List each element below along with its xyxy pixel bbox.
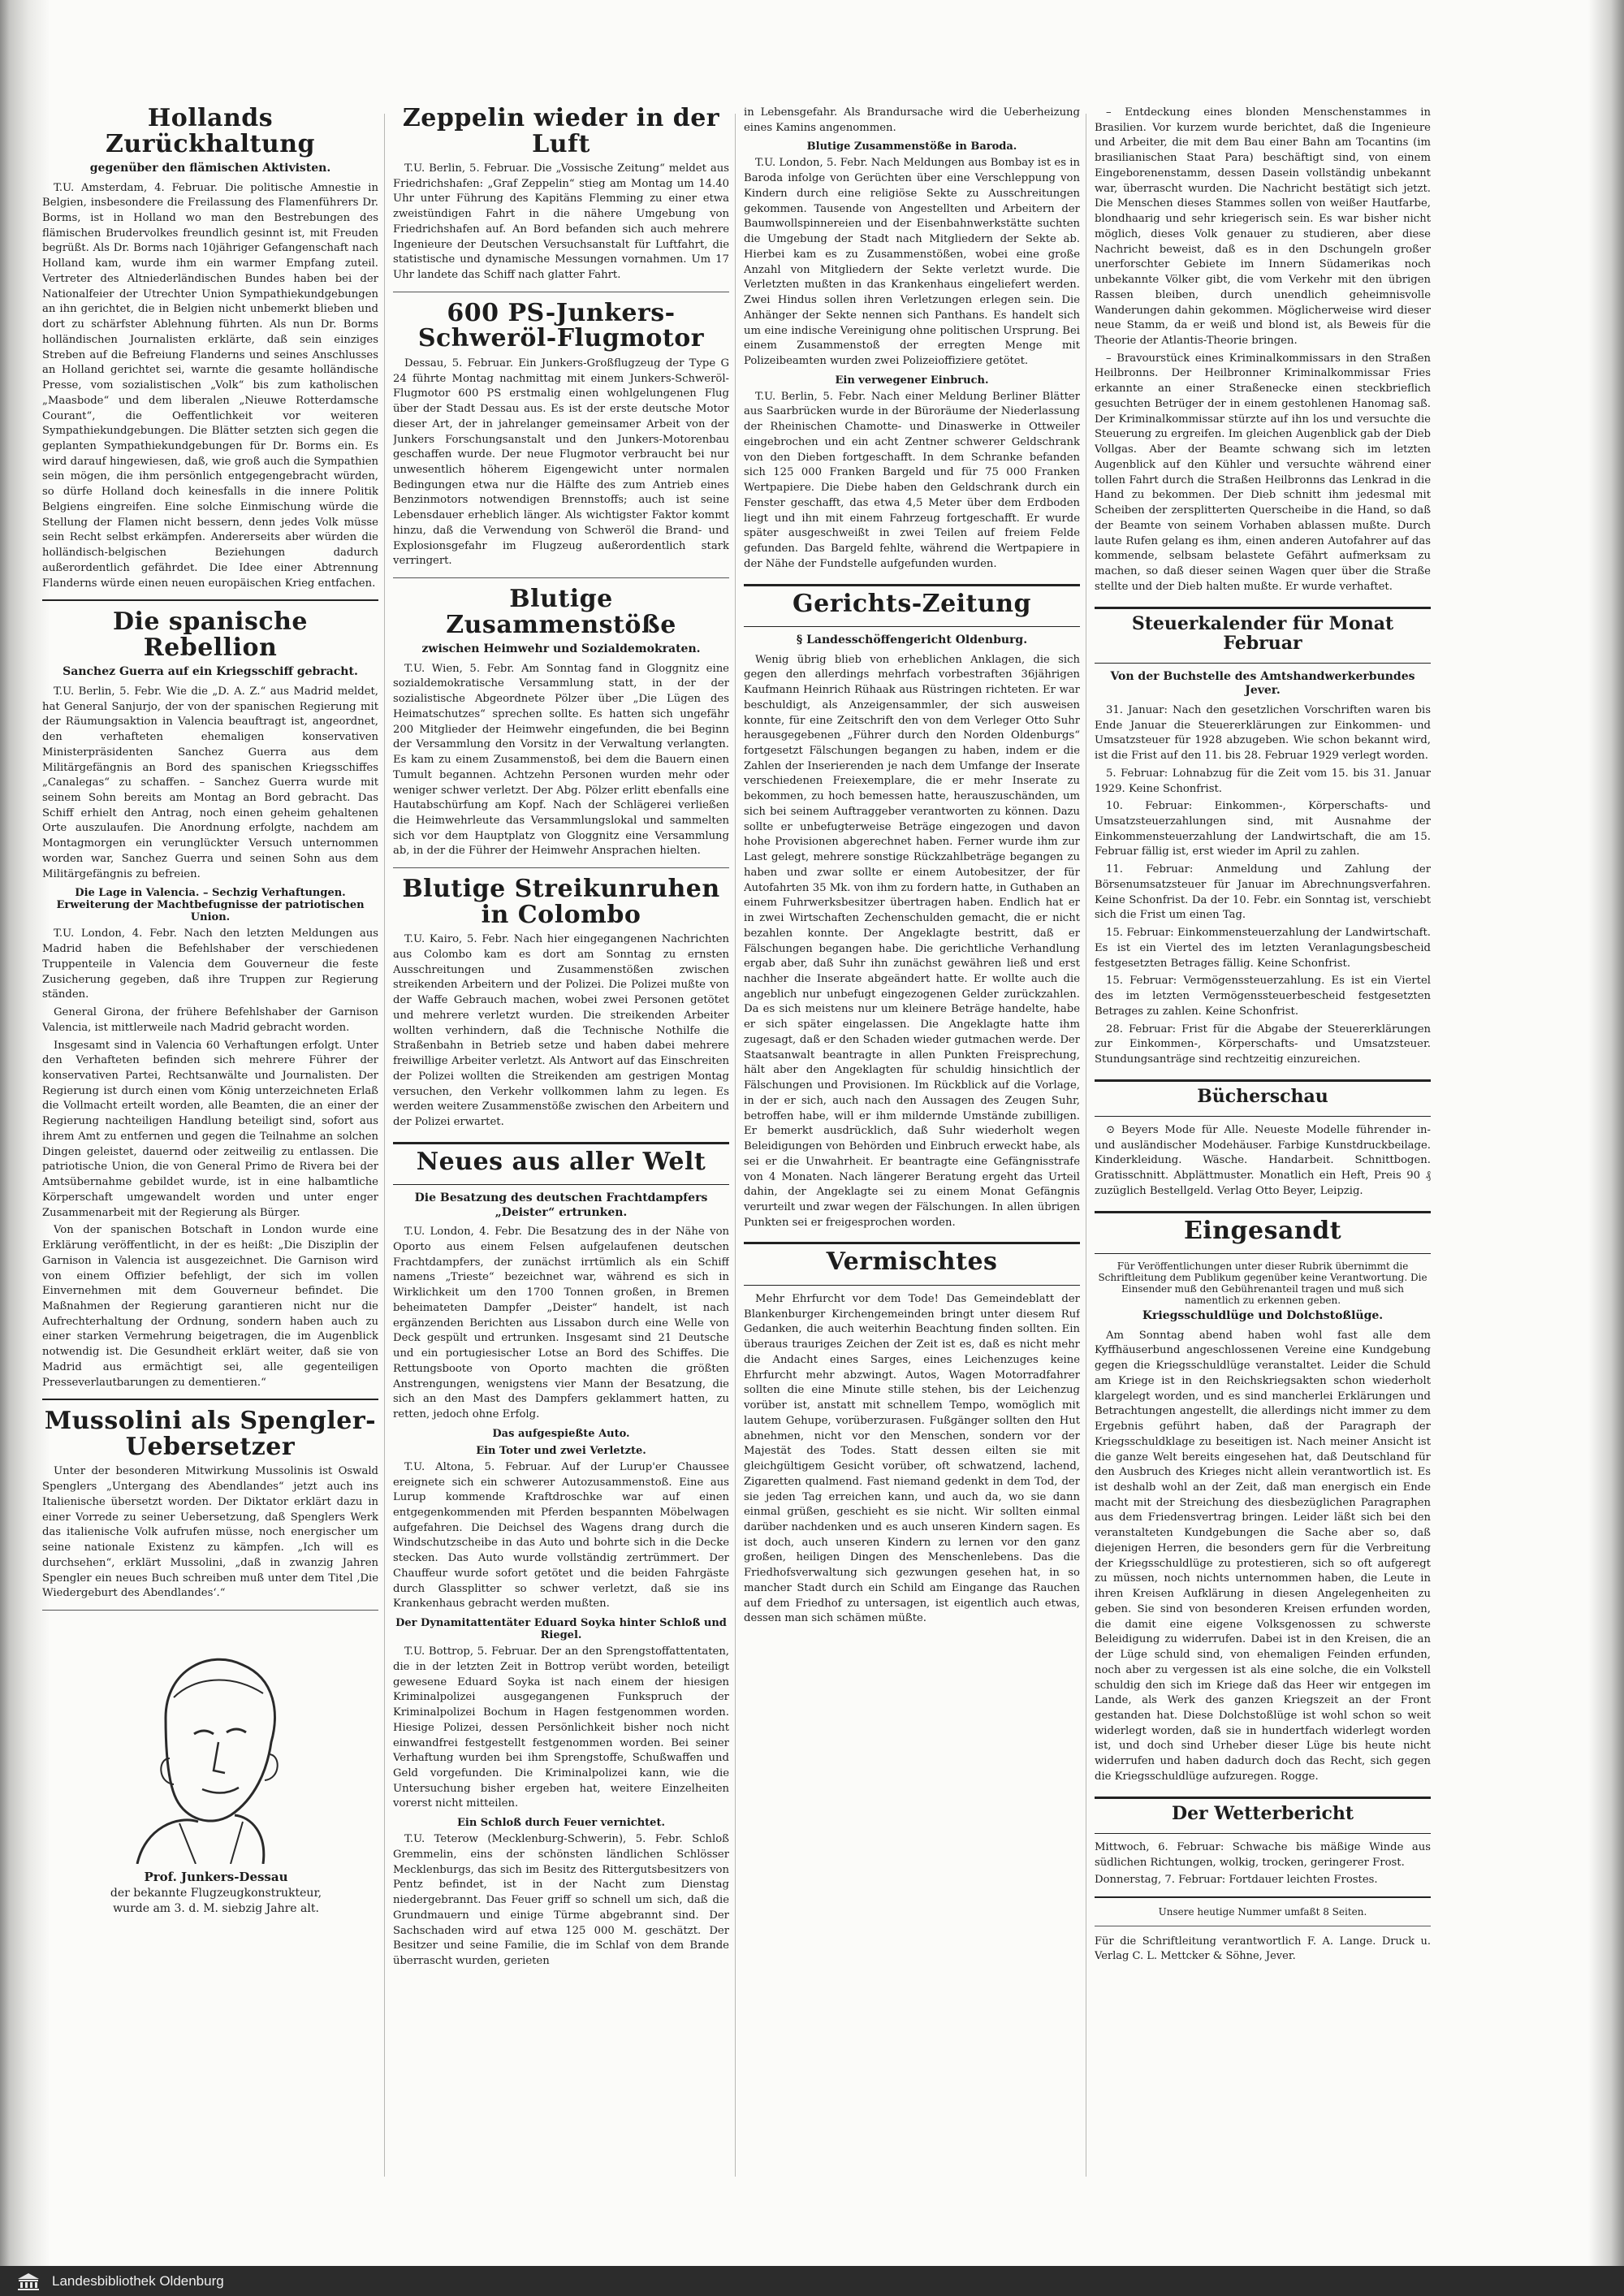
column-2 [393, 106, 729, 2217]
headline-neues-aus-aller-welt: Neues aus aller Welt [416, 1147, 706, 1176]
section-header [393, 1142, 729, 1186]
section-header [1095, 1079, 1431, 1117]
article-text: 5. Februar: Lohnabzug für die Zeit vom 15. bis 31. Januar 1929. Keine Schonfrist. [1095, 767, 1431, 795]
portrait-illustration [89, 1620, 332, 1864]
article-text: T.U. Berlin, 5. Febr. Nach einer Meldung Berliner Blätter aus Saarbrücken wurde in der Büroräume der Niederlassung der Rheinischen Chamotte- und Dinaswerke in Ottweiler eingebrochen und ein acht Zentner schwerer Geldschrank von den Dieben fortgeschafft. In dem Schranke befanden sich 125 000 Franken Bargeld und für 75 000 Franken Wertpapiere. Die Diebe haben den Geldschrank durch ein Fenster geschafft, das etwa 4,5 Meter über dem Erdboden liegt und ihn mit einem Fahrzeug fortgeschafft. Er wurde später ausgeschweißt in zwei Teilen auf freiem Felde gefunden. Das Bargeld fehlte, während die Wertpapiere in der Nähe der Fundstelle aufgefunden wurden. [744, 390, 1080, 570]
caption-text: wurde am 3. d. M. siebzig Jahre alt. [113, 1901, 319, 1915]
article-text: in Lebensgefahr. Als Brandursache wird die Ueberheizung eines Kamins angenommen. [744, 106, 1080, 134]
headline-steuerkalender: Steuerkalender für Monat Februar [1131, 612, 1394, 654]
subheadline: Von der Buchstelle des Amtshandwerkerbundes Jever. [1110, 669, 1415, 698]
headline-eingesandt: Eingesandt [1183, 1216, 1342, 1245]
subheadline: Ein verwegener Einbruch. [835, 374, 989, 387]
section-header [744, 584, 1080, 628]
headline-gerichts-zeitung: Gerichts-Zeitung [792, 589, 1032, 618]
divider [1095, 1896, 1431, 1898]
article-text: Von der spanischen Botschaft in London wurde eine Erklärung veröffentlicht, in der es heißt: „Die Disziplin der Garnison in Valencia ist ausgezeichnet. Die Garnison wird von einem Offizier befehligt, der sich im vollen Einvernehmen mit dem Gouverneur befindet. Die Maßnahmen der Regierung garantieren nicht nur die Aufrechterhaltung der Ordnung, sondern haben auch zu einer starken Vermehrung beigetragen, die im Augenblick notwendig ist. Die Gesundheit erklärt weiter, daß sie von Madrid aus ermächtigt sei, alle gegenteiligen Presseverlautbarungen zu dementieren.“ [42, 1224, 378, 1389]
library-building-icon [16, 2272, 41, 2290]
article-text: – Entdeckung eines blonden Menschenstammes in Brasilien. Vor kurzem wurde berichtet, daß die Ingenieure und Arbeiter, die mit dem Bau einer Bahn am Tocantins (im brasilianischen Staat Para) beschäftigt sind, von einem Eingeborenenstamm, dessen Dasein vollständig unbekannt war, überrascht wurden. Die Nachricht bestätigt sich jetzt. Die Menschen dieses Stammes sollen von weißer Hautfarbe, blondhaarig und sehr kriegerisch sein. Es war bisher nicht möglich, dieses Volk genauer zu studieren, aber diese Nachricht beweist, daß es in den Dschungeln großer unerforschter Gebiete im Innern Südamerikas noch unbekannte Völker gibt, die vom Verkehr mit den übrigen Rassen bleiben, durch unendlich geheimnisvolle Wanderungen dahin gekommen. Möglicherweise wird dieser neue Stamm, da er weiß und blond ist, als Beweis für die Theorie der Atlantis-Theorie bringen. [1095, 106, 1431, 348]
subheadline: gegenüber den flämischen Aktivisten. [89, 162, 331, 175]
column-3 [744, 106, 1080, 2217]
subheadline: Das aufgespießte Auto. [492, 1427, 630, 1440]
newspaper-page [42, 106, 1432, 2217]
page-count-note: Unsere heutige Nummer umfaßt 8 Seiten. [1158, 1906, 1367, 1918]
subheadline: Sanchez Guerra auf ein Kriegsschiff gebracht. [63, 665, 358, 679]
article-text: 10. Februar: Einkommen-, Körperschafts- und Umsatzsteuerzahlungen sind, mit Ausnahme der Einkommensteuerzahlung der Landwirtschaft, die am 15. Februar fällig ist, erst wieder im April zu zahlen. [1095, 800, 1431, 858]
subheadline: zwischen Heimwehr und Sozialdemokraten. [421, 642, 701, 656]
weather-text: Donnerstag, 7. Februar: Fortdauer leichten Frostes. [1095, 1874, 1378, 1887]
subheadline: Der Dynamitattentäter Eduard Soyka hinter Schloß und Riegel. [395, 1617, 727, 1642]
divider [393, 867, 729, 868]
article-text: Wenig übrig blieb von erheblichen Anklagen, die sich gegen den allerdings mehrfach vorbestraften 36jährigen Kaufmann Heinrich Rühaak aus Rüstringen richteten. Er war beschuldigt, als Anzeigensammler, der sich ausweisen konnte, für eine Zeitschrift den von dem Verleger Otto Suhr herausgegebenen „Führer durch den Norden Oldenburgs“ fortgesetzt Fälschungen begangen zu haben, indem er die Zahlen der Inserierenden je nach dem Umfange der Inserate verschiedenen Freiexemplare, die er mehr Inserate zu bekommen, zu hoch bemessen hatte, herauszuschänden, um sich bei seinem Auftraggeber verantworten zu können. Dazu sollte er unbefugterweise Beträge eingezogen und davon hohe Provisionen abgerechnet haben. Ferner wurde ihm zur Last gelegt, mehrere sonstige Rückzahlbeträge begangen zu haben und zwar sollte er einem Autobesitzer, der für Autofahrten 35 Mk. von ihm zu fordern hatte, in Guthaben an einem Fuhrwerksbesitzer übertragen haben. Endlich hat er in zwei Wirtschaften Zechenschulden gemacht, die er nicht bezahlen konnte. Der Angeklagte bestritt, daß er Fälschungen begangen habe. Die gerichtliche Verhandlung ergab aber, daß Suhr ihn zunächst gewähren ließ und erst nachher die Inserate abgeändert hatte. Er wollte auch die angeblich nur unbefugt eingezogenen Gelder zurückzahlen. Da es sich meistens nur um kleinere Beträge handelte, habe er sich später eingelassen. Die Angeklagte hatte ihm zugesagt, daß er den Schaden wieder gutmachen werde. Der Staatsanwalt beantragte in allen Punkten Freisprechung, hält aber den Angeklagten für schuldig hinsichtlich der Fälschungen und Provisionen. Im Rückblick auf die Vorlage, in der er sich, auch nach den Aussagen des Zeugen Suhr, betroffen habe, will er ihm mildernde Umstände zubilligen. Er bemerkt ausdrücklich, daß Suhr wiederholt wegen Beleidigungen von Behörden und Einbruch erweckt habe, als sei er die Unwahrheit. Er beantragte eine Gefängnisstrafe von 4 Monaten. Nach längerer Beratung ergeht das Urteil dahin, der Angeklagte sei zu einem Monat Gefängnis verurteilt und zwar wegen der Fälschungen. In allen übrigen Punkten sei er freigesprochen worden. [744, 653, 1080, 1229]
article-text: T.U. Altona, 5. Februar. Auf der Lurup'er Chaussee ereignete sich ein schwerer Autozusammenstoß. Eine aus Lurup kommende Kraftdroschke war auf einen entgegenkommenden mit Pferden bespannten Möbelwagen aufgefahren. Die Deichsel des Wagens drang durch die Windschutzscheibe in das Auto und bohrte sich in die Decke stecken. Das Auto wurde vollständig zertrümmert. Der Chauffeur wurde sofort getötet und die beiden Fahrgäste durch Glassplitter so schwer verletzt, daß sie ins Krankenhaus gebracht werden mußten. [393, 1460, 729, 1611]
divider [393, 577, 729, 578]
headline-zeppelin: Zeppelin wieder in der Luft [402, 106, 720, 158]
disclaimer-note: Für Veröffentlichungen unter dieser Rubrik übernimmt die Schriftleitung dem Publikum gegenüber keine Verantwortung. Die Einsender muß den Gebührenanteil tragen und muß sich namentlich zu erkennen geben. [1098, 1260, 1427, 1307]
article-text: Unter der besonderen Mitwirkung Mussolinis ist Oswald Spenglers „Untergang des Abendlandes“ jetzt auch ins Italienische übersetzt worden. Der Diktator erklärt dazu in einer Vorrede zu seiner Uebersetzung, daß Spenglers Werk das italienische Volk aufrufen müsse, noch energischer um seine nationale Existenz zu kämpfen. „Ich will es durchsehen“, erklärt Mussolini, „daß in zwanzig Jahren Spengler ein neues Buch schreiben muß unter dem Titel ‚Die Wiedergeburt des Abendlandes‘.“ [42, 1465, 378, 1600]
page-edge-right [1588, 0, 1624, 2266]
section-header [1095, 1797, 1431, 1834]
article-text: T.U. London, 5. Febr. Nach Meldungen aus Bombay ist es in Baroda infolge von Gerüchten über eine Verschleppung von Kindern durch eine religiöse Sekte zu Ausschreitungen gekommen. Tausende von Angestellten und Arbeitern der Baumwollspinnereien und der Eisenbahnwerkstätte suchten die Umgebung der Stadt nach Mitgliedern der Sekte ab. Hierbei kam es zu Zusammenstößen, wobei eine große Anzahl von Mitgliedern der Sekte verletzt wurde. Die Verletzten mußten in das Krankenhaus eingeliefert werden. Zwei Hindus sollen ihren Verletzungen erlegen sein. Die Anhänger der Sekte nennen sich Panthans. Es handelt sich um eine indische Vereinigung ohne politischen Ursprung. Bei einem Zusammenstoß der erregten Menge mit Polizeibeamten wurden zwei Polizeioffiziere getötet. [744, 157, 1080, 368]
headline-colombo: Blutige Streikunruhen in Colombo [402, 875, 720, 929]
column-1 [42, 106, 378, 2217]
headline-spanish-rebellion: Die spanische Rebellion [112, 608, 308, 662]
headline-buecherschau: Bücherschau [1197, 1085, 1328, 1107]
article-text: T.U. Kairo, 5. Febr. Nach hier eingegangenen Nachrichten aus Colombo kam es dort am Sonntag zu ernsten Ausschreitungen und Zusammenstößen zwischen streikenden Arbeitern und der Polizei. Die Polizei mußte von der Waffe Gebrauch machen, wobei zwei Personen getötet und mehrere verletzt wurden. Die streikenden Arbeiter wollten verhindern, daß die Technische Nothilfe die Straßenbahn in Betrieb setze und haben dabei mehrere freiwillige Arbeiter verletzt. Als Antwort auf das Einschreiten der Polizei wollten die Streikenden am gestrigen Montag versuchen, den Verkehr vollkommen lahm zu legen. Es werden weitere Zusammenstöße zwischen den Arbeitern und der Polizei erwartet. [393, 933, 729, 1129]
headline-wetterbericht: Der Wetterbericht [1171, 1802, 1354, 1824]
subheadline: Die Besatzung des deutschen Frachtdampfers „Deister“ ertrunken. [414, 1191, 708, 1219]
article-text: ⊙ Beyers Mode für Alle. Neueste Modelle führender in- und ausländischer Modehäuser. Farbige Kunstdruckbeilage. Kinderkleidung. Wäsche. Handarbeit. Schnittbogen. Gratisschnitt. Abplättmuster. Monatlich ein Heft, Preis 90 ₰ zuzüglich Bestellgeld. Verlag Otto Beyer, Leipzig. [1095, 1123, 1431, 1197]
section-header [1095, 1211, 1431, 1255]
article-text: T.U. Teterow (Mecklenburg-Schwerin), 5. Febr. Schloß Gremmelin, eins der schönsten ländlichen Schlösser Mecklenburgs, das sich im Besitz des Rittergutsbesitzers von Pentz befindet, ist in der Nacht zum Dienstag niedergebrannt. Das Feuer griff so schnell um sich, daß die Grundmauern und einige Türme abgebrannt sind. Der Sachschaden wird auf etwa 125 000 M. geschätzt. Der Besitzer und seine Familie, die im Schlaf von dem Brande überrascht wurden, gerieten [393, 1833, 729, 1968]
divider [42, 599, 378, 601]
caption-text: der bekannte Flugzeugkonstrukteur, [110, 1886, 322, 1900]
divider [42, 1610, 378, 1611]
article-text: T.U. London, 4. Febr. Die Besatzung des in der Nähe von Oporto aus einem Felsen aufgelaufenen deutschen Frachtdampfers, der zunächst irrtümlich als ein Schiff namens „Trieste“ bezeichnet war, während es sich in Wirklichkeit um den 1700 Tonnen großen, in Bremen beheimateten Dampfer „Deister“ handelt, ist nach ergänzenden Berichten aus Lissabon durch eine Welle von Deck gespült und ertrunken. Insgesamt sind 21 Deutsche und ein portugiesischer Lotse an Bord des Schiffes. Die Rettungsboote von Oporto machten die größten Anstrengungen, wenigstens vier Mann der Besatzung, die sich an den Mast des Dampfers geklammert hatten, zu retten, jedoch ohne Erfolg. [393, 1226, 729, 1421]
section-header [1095, 607, 1431, 664]
article-text: T.U. Wien, 5. Febr. Am Sonntag fand in Gloggnitz eine sozialdemokratische Versammlung statt, in der der sozialistische Abgeordnete Pölzer über „Die Lügen des Heimatschutzes“ sprechen sollte. Es hatten sich ungefähr 200 Mitglieder der Heimwehr eingefunden, die bei Beginn der Versammlung den Vorsitz in der Verwaltung verlangten. Es kam zu einem Zusammenstoß, bei dem die Bauern einen Tumult begannen. Achtzehn Personen wurden mehr oder weniger schwer verletzt. Der Abg. Pölzer erlitt ebenfalls eine Hautabschürfung am Kopf. Nach der Schlägerei verließen die Heimwehrleute das Versammlungslokal und sammelten sich vor dem Hauptplatz von Gloggnitz eine Versammlung ab, in der die Führer der Heimwehr Ansprachen hielten. [393, 662, 729, 858]
headline-vermischtes: Vermischtes [826, 1247, 998, 1277]
article-text: Dessau, 5. Februar. Ein Junkers-Großflugzeug der Type G 24 führte Montag nachmittag mit einem Junkers-Schweröl-Flugmotor 600 PS erstmalig einen wohlgelungenen Flug über der Stadt Dessau aus. Es ist der erste deutsche Motor dieser Art, der in jahrelanger gemeinsamer Arbeit von der Junkers Forschungsanstalt und den Junkers-Motorenbau geschaffen wurde. Der neue Flugmotor verbraucht bei nur unwesentlich höherem Eigengewicht unter normalen Bedingungen etwa nur die Hälfte des zum Antrieb eines Benzinmotors notwendigen Brennstoffs; auch ist seine Lebensdauer erheblich länger. Als wichtigster Faktor kommt hinzu, daß die Verwendung von Schweröl die Brand- und Explosionsgefahr im Flugzeug außerordentlich stark verringert. [393, 357, 729, 568]
weather-text: Mittwoch, 6. Februar: Schwache bis mäßige Winde aus südlichen Richtungen, wolkig, trocken, geringerer Frost. [1095, 1840, 1431, 1869]
article-text: T.U. Bottrop, 5. Februar. Der an den Sprengstoffattentaten, die in der letzten Zeit in Bottrop verübt worden, beteiligt gewesene Eduard Soyka ist nach einem der hiesigen Kriminalpolizei ausgegangenen Funkspruch der Kriminalpolizei Bochum in Hagen festgenommen worden. Hiesige Polizei, dessen Persönlichkeit bisher noch nicht einwandfrei festgestellt festgenommen worden. Bei seiner Verhaftung wurden bei ihm Sprengstoffe, Schußwaffen und Geld vorgefunden. Die Kriminalpolizei kann, wie die Untersuchung bisher ergeben hat, weitere Einzelheiten vorerst nicht mitteilen. [393, 1645, 729, 1810]
library-footer-bar [0, 2266, 1624, 2296]
imprint: Für die Schriftleitung verantwortlich F. A. Lange. Druck u. Verlag C. L. Mettcker & Söhne, Jever. [1095, 1935, 1431, 1963]
subheadline: Blutige Zusammenstöße in Baroda. [806, 141, 1017, 153]
article-text: T.U. London, 4. Febr. Nach den letzten Meldungen aus Madrid haben die Befehlshaber der verschiedenen Truppenteile in Valencia dem Gouverneur die feste Zusicherung gegeben, daß ihre Truppen zur Regierung ständen. [42, 927, 378, 1001]
section-header [744, 1242, 1080, 1286]
article-text: General Girona, der frühere Befehlshaber der Garnison Valencia, ist mittlerweile nach Madrid gebracht worden. [42, 1006, 378, 1034]
article-text: T.U. Berlin, 5. Februar. Die „Vossische Zeitung“ meldet aus Friedrichshafen: „Graf Zeppelin“ stieg am Montag um 14.40 Uhr unter Führung des Kapitäns Flemming zu einer etwa zweistündigen Fahrt in die nähere Umgebung von Friedrichshafen auf. An Bord befanden sich auch mehrere Ingenieure der Deutschen Versuchsanstalt für Luftfahrt, die statistische und dynamische Messungen vornahmen. Um 17 Uhr landete das Schiff nach glatter Fahrt. [393, 162, 729, 282]
caption-name: Prof. Junkers-Dessau [144, 1870, 288, 1885]
library-name: Landesbibliothek Oldenburg [52, 2272, 224, 2289]
subheadline: Ein Toter und zwei Verletzte. [476, 1444, 646, 1457]
subheadline: Die Lage in Valencia. – Sechzig Verhaftungen. Erweiterung der Machtbefugnisse der patriotischen Union. [56, 887, 365, 924]
article-text: T.U. Berlin, 5. Febr. Wie die „D. A. Z.“ aus Madrid meldet, hat General Sanjurjo, der von der spanischen Regierung mit der Räumungsaktion in Valencia beauftragt ist, angeordnet, den verhafteten ehemaligen konservativen Ministerpräsidenten Sanchez Guerra aus dem Militärgefängnis an Bord des spanischen Kriegsschiffes „Canalegas“ zu schaffen. – Sanchez Guerra wurde mit seinem Sohn bereits am Montag an Bord gebracht. Das Schiff erhielt den Antrag, noch einen geheim gehaltenen Orte auszulaufen. Die Anordnung erfolgte, nachdem am Montagmorgen ein verunglückter Versuch unternommen worden war, Sanchez Guerra und seinen Sohn aus dem Militärgefängnis zu befreien. [42, 685, 378, 880]
article-text: Am Sonntag abend haben wohl fast alle dem Kyffhäuserbund angeschlossenen Vereine eine Kundgebung gegen die Kriegsschuldlüge veranstaltet. Leider die Schuld am Kriege ist in den Reichskriegsakten schon wiederholt klargelegt worden, und es sind mancherlei Erklärungen und Betrachtungen angestellt, die allerdings nicht immer zu dem Ergebnis geführt haben, daß der Paragraph der Kriegsschuldklage zu beseitigen ist. Nach meiner Ansicht ist die ganze Welt bereits eingesehen hat, daß Deutschland für den Ausbruch des Krieges nicht allein verantwortlich ist. Es ist deshalb wohl an der Zeit, daß man energisch ein Ende macht mit der Streichung des diesbezüglichen Paragraphen aus dem Friedensvertrag bringen. Leider läßt sich bei den veranstalteten Kundgebungen die Sache aber so, daß diejenigen Herren, die besonders gern für die Verbreitung der Kriegsschuldlüge zu protestieren, sich so oft aufgeregt zu müssen, noch nichts unternommen haben, die Leute in ihren Kreisen Aufklärung in diesen Angelegenheiten zu geben. Sie sind von besonderen Kreisen erfunden worden, die damit eine eigene Volksgenossen zu schwerste Beleidigung zu widerrufen. Dabei ist in den Kreisen, die an der Lüge schuld sind, von ehemaligen Feinden erfunden, noch aber zu vergessen ist als eine solche, die ein Volkstell schuldig den sich im Kriege daß das Heer wir entgegen im Lande, als Werk des ganzen Kriegszeit an der Front gestanden hat. Diese Dolchstoßlüge ist wohl schon so weit widerlegt worden, daß sie in hundertfach widerlegt worden ist, und doch sind Urheber dieser Lüge bis heute nicht widerrufen und haben dadurch doch das Recht, sich gegen die Kriegsschuldlüge aufzuregen. Rogge. [1095, 1329, 1431, 1783]
headline-blutige-zusammenstoesse: Blutige Zusammenstöße [446, 585, 676, 639]
column-4 [1095, 106, 1431, 2217]
article-text: – Bravourstück eines Kriminalkommissars in den Straßen Heilbronns. Der Heilbronner Kriminalkommissar Fries erkannte an einer Straßenecke einen steckbrieflich gesuchten Betrüger der in einem gestohlenen Hanomag saß. Der Kriminalkommissar stürzte auf ihn los und versuchte die Steuerung zu ergreifen. Im gleichen Augenblick gab der Dieb Vollgas. Aber der Beamte schwang sich im letzten Augenblick auf den Kühler und versuchte während einer tollen Fahrt durch die Straßen Heilbronns das Lenkrad in die Hand zu bekommen. Der Dieb schnitt ihm jedesmal mit Scheiben der zersplitterten Querscheibe in die Hand, so daß der Beamte von seinem Vorhaben ablassen mußte. Durch laute Rufen gelang es ihm, einen anderen Autofahrer auf das kommende, selbsam belastete Gefährt aufmerksam zu machen, so daß dieser seinen Wagen quer über die Straße stellte und der Dieb halten mußte. Er wurde verhaftet. [1095, 352, 1431, 593]
subheadline: Ein Schloß durch Feuer vernichtet. [456, 1817, 665, 1830]
divider [42, 1399, 378, 1400]
subheadline: § Landesschöffengericht Oldenburg. [796, 633, 1028, 647]
article-text: T.U. Amsterdam, 4. Februar. Die politische Amnestie in Belgien, insbesondere die Freilassung des Flamenführers Dr. Borms, ist in Holland wo man den Bestrebungen des flämischen Brudervolkes freundlich gesinnt ist, mit Freuden begrüßt. Als Dr. Borms nach 10jähriger Gefangenschaft nach Holland kam, wurde ihm ein warmer Empfang zuteil. Vertreter des Altniederländischen Bundes haben bei der Nationalfeier der Utrechter Union Sympathiekundgebungen an ihn gerichtet, die in Belgien nicht unbemerkt blieben und dort zu schärfster Ablehnung führten. Als nun Dr. Borms holländischen Journalisten erklärte, daß sein einziges Streben auf die Befreiung Flanderns und seines Anschlusses an Holland gerichtet sei, warnte die gesamte holländische Presse, vom sozialistischen „Volk“ bis zum katholischen „Maasbode“ und dem liberalen „Nieuwe Rotterdamsche Courant“, die Oeffentlichkeit vor weiteren Sympathiekundgebungen. Die Blätter setzten sich gegen die geplanten Sympathiekundgebungen für Dr. Borms ein. Es wird darauf hingewiesen, daß, wie groß auch die Sympathien sein mögen, die ihm persönlich entgegengebracht würden, so dürfe Holland doch keinesfalls in die innere Politik Belgiens eingreifen. Eine solche Einmischung würde die Stellung der Flamen nicht bessern, denn jedes Volk müsse sein Recht selbst erkämpfen. Andererseits aber würden die holländisch-belgischen Beziehungen dadurch außerordentlich gefährdet. Die Idee einer Abtrennung Flanderns würde einen neuen europäischen Krieg entfachen. [42, 181, 378, 590]
article-text: Mehr Ehrfurcht vor dem Tode! Das Gemeindeblatt der Blankenburger Kirchengemeinden bringt unter diesem Ruf Gedanken, die auch weiterhin Beachtung finden sollten. Ein überaus trauriges Zeichen der Zeit ist es, daß es nicht mehr die Andacht eines Sarges, eines Leichenzuges keine Ehrfurcht mehr abzwingt. Autos, Wagen Motorradfahrer sollten die eine Minute stille stehen, bis der Leichenzug vorüber ist, anstatt mit schnellem Tempo, womöglich mit lautem Gehupe, vorüberzurasen. Fußgänger sollten den Hut abnehmen, nicht vor den Menschen, sondern vor der Majestät des Todes. Statt dessen eilten sie mit gleichgültigem Gesicht vorüber, oft schwatzend, lachend, Zigaretten qualmend. Fast niemand gedenkt in dem Tod, der sie jeden Tag erreichen kann, und auch da, wo sie dann einmal grüßen, geschieht es sie nicht. Wir sollten einmal darüber nachdenken und es auch unseren Kindern sagen. Es ist doch, auch unseren Kindern zu lernen vor den ganz großen, heiligen Dingen des Menschenlebens. Das die Friedhofsverwaltung sich gezwungen gesehen hat, in so mancher Stadt durch ein Schild am Eingange das Rauchen auf dem Friedhof zu untersagen, ist eigentlich auch etwas, dessen man sich schämen müßte. [744, 1292, 1080, 1625]
article-text: 15. Februar: Vermögenssteuerzahlung. Es ist ein Viertel des im letzten Vermögenssteuerbescheid festgesetzten Betrages zu zahlen. Keine Schonfrist. [1095, 975, 1431, 1018]
article-text: 11. Februar: Anmeldung und Zahlung der Börsenumsatzsteuer für Januar im Abrechnungsverfahren. Keine Schonfrist. Da der 10. Febr. ein Sonntag ist, verschiebt sich die Frist um einen Tag. [1095, 863, 1431, 922]
headline-junkers: 600 PS-Junkers-Schweröl-Flugmotor [417, 298, 705, 353]
article-text: 28. Februar: Frist für die Abgabe der Steuererklärungen zur Einkommen-, Körperschafts- und Umsatzsteuer. Stundungsanträge sind rechtzeitig einzureichen. [1095, 1023, 1431, 1066]
article-text: Insgesamt sind in Valencia 60 Verhaftungen erfolgt. Unter den Verhafteten befinden sich mehrere Führer der konservativen Partei, Rechtsanwälte und Journalisten. Der Regierung ist durch einen vom König unterzeichneten Erlaß die Vollmacht erteilt worden, alle Beamten, die an einer der Regierung nachteiligen Handlung beteiligt sind, sofort aus ihrem Amt zu entfernen und gegen die Teilnahme an solchen Dingen geleistet, dauernd oder zeitweilig zu entlassen. Die patriotische Union, die von General Primo de Rivera bei der Amtsübernahme gebildet wurde, ist in eine halbamtliche Körperschaft umgewandelt worden und unter enger Zusammenarbeit mit der Regierung als Bürger. [42, 1039, 378, 1219]
article-text: 31. Januar: Nach den gesetzlichen Vorschriften waren bis Ende Januar die Steuererklärungen zur Einkommen- und Umsatzsteuer für 1928 abzugeben. Wie schon bekannt wird, ist die Frist auf den 11. bis 28. Februar 1929 verlegt worden. [1095, 703, 1431, 763]
headline-hollands: Hollands Zurückhaltung [106, 106, 315, 158]
subheadline: Kriegsschuldlüge und Dolchstoßlüge. [1142, 1309, 1384, 1323]
headline-mussolini: Mussolini als Spengler-Uebersetzer [44, 1407, 377, 1461]
article-text: 15. Februar: Einkommensteuerzahlung der Landwirtschaft. Es ist ein Viertel des im letzten Veranlagungsbescheid festgesetzten Betrages fällig. Keine Schonfrist. [1095, 927, 1431, 970]
